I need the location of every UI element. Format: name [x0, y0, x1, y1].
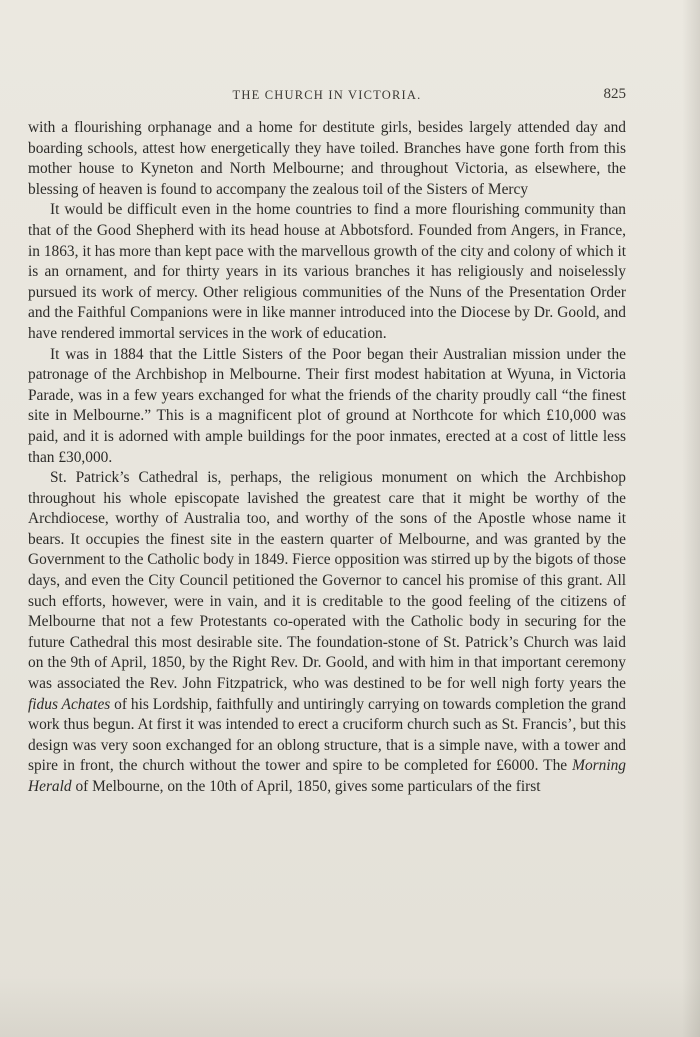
page-edge-shadow: [682, 0, 700, 1037]
paragraph-little-sisters: It was in 1884 that the Little Sisters of the Poor began their Australian mission under the patronage of the Archbishop in Melbourne. Their first modest habitation at Wyuna, in Victoria Parade, was in a few years exchanged for what the friends of the charity proudly call “the finest site in Melbourne.” This is a magnificent plot of ground at Northcote for which £10,000 was paid, and it is adorned with ample buildings for the poor inmates, erected at a cost of little less than £30,000.: [28, 345, 626, 466]
running-title: THE CHURCH IN VICTORIA.: [232, 88, 422, 102]
paragraph-st-patricks: St. Patrick’s Cathedral is, perhaps, the religious monument on which the Archbishop throughout his whole episcopate lavished the greatest care that it might be worthy of the Archdiocese, worthy of Australia too, and worthy of the sons of the Apostle whose name it bears. It occupies the finest site in the eastern quarter of Melbourne, and was granted by the Government to the Catholic body in 1849. Fierce opposition was stirred up by the bigots of those days, and even the City Council petitioned the Governor to cancel his promise of this grant. All such efforts, however, were in vain, and it is creditable to the good feeling of the citizens of Melbourne that not a few Protestants co-operated with the Catholic body in securing for the future Cathedral this most desirable site. The foundation-stone of St. Patrick’s Church was laid on the 9th of April, 1850, by the Right Rev. Dr. Goold, and with him in that important ceremony was associated the Rev. John Fitzpatrick, who was destined to be for well nigh forty years the fidus Achates of his Lordship, faithfully and untiringly carrying on towards completion the grand work thus begun. At first it was intended to erect a cruciform church such as St. Francis’, but this design was very soon exchanged for an oblong structure, that is a simple nave, with a tower and spire in front, the church without the tower and spire to be completed for £6000. The Morning Herald of Melbourne, on the 10th of April, 1850, gives some particulars of the first: [28, 469, 627, 795]
page-bottom-shadow: [0, 977, 700, 1037]
paragraph-good-shepherd: It would be difficult even in the home countries to find a more flourishing community than that of the Good Shepherd with its head house at Abbotsford. Founded from Angers, in France, in 1863, it has more than kept pace with the marvellous growth of the city and colony of which it is an ornament, and for thirty years in its various branches it has religiously and noiselessly pursued its work of mercy. Other religious communities of the Nuns of the Presentation Order and the Faithful Companions were in like manner introduced into the Diocese by Dr. Goold, and have rendered immortal services in the work of education.: [28, 201, 626, 342]
running-head: [28, 86, 626, 106]
page-number: 825: [603, 86, 626, 102]
paragraph-sisters-of-mercy: with a flourishing orphanage and a home for destitute girls, besides largely attended day and boarding schools, attest how energetically they have toiled. Branches have gone forth from this mother house to Kyneton and North Melbourne; and throughout Victoria, as elsewhere, the blessing of heaven is found to accompany the zealous toil of the Sisters of Mercy: [28, 119, 626, 198]
body-text: [28, 118, 626, 798]
